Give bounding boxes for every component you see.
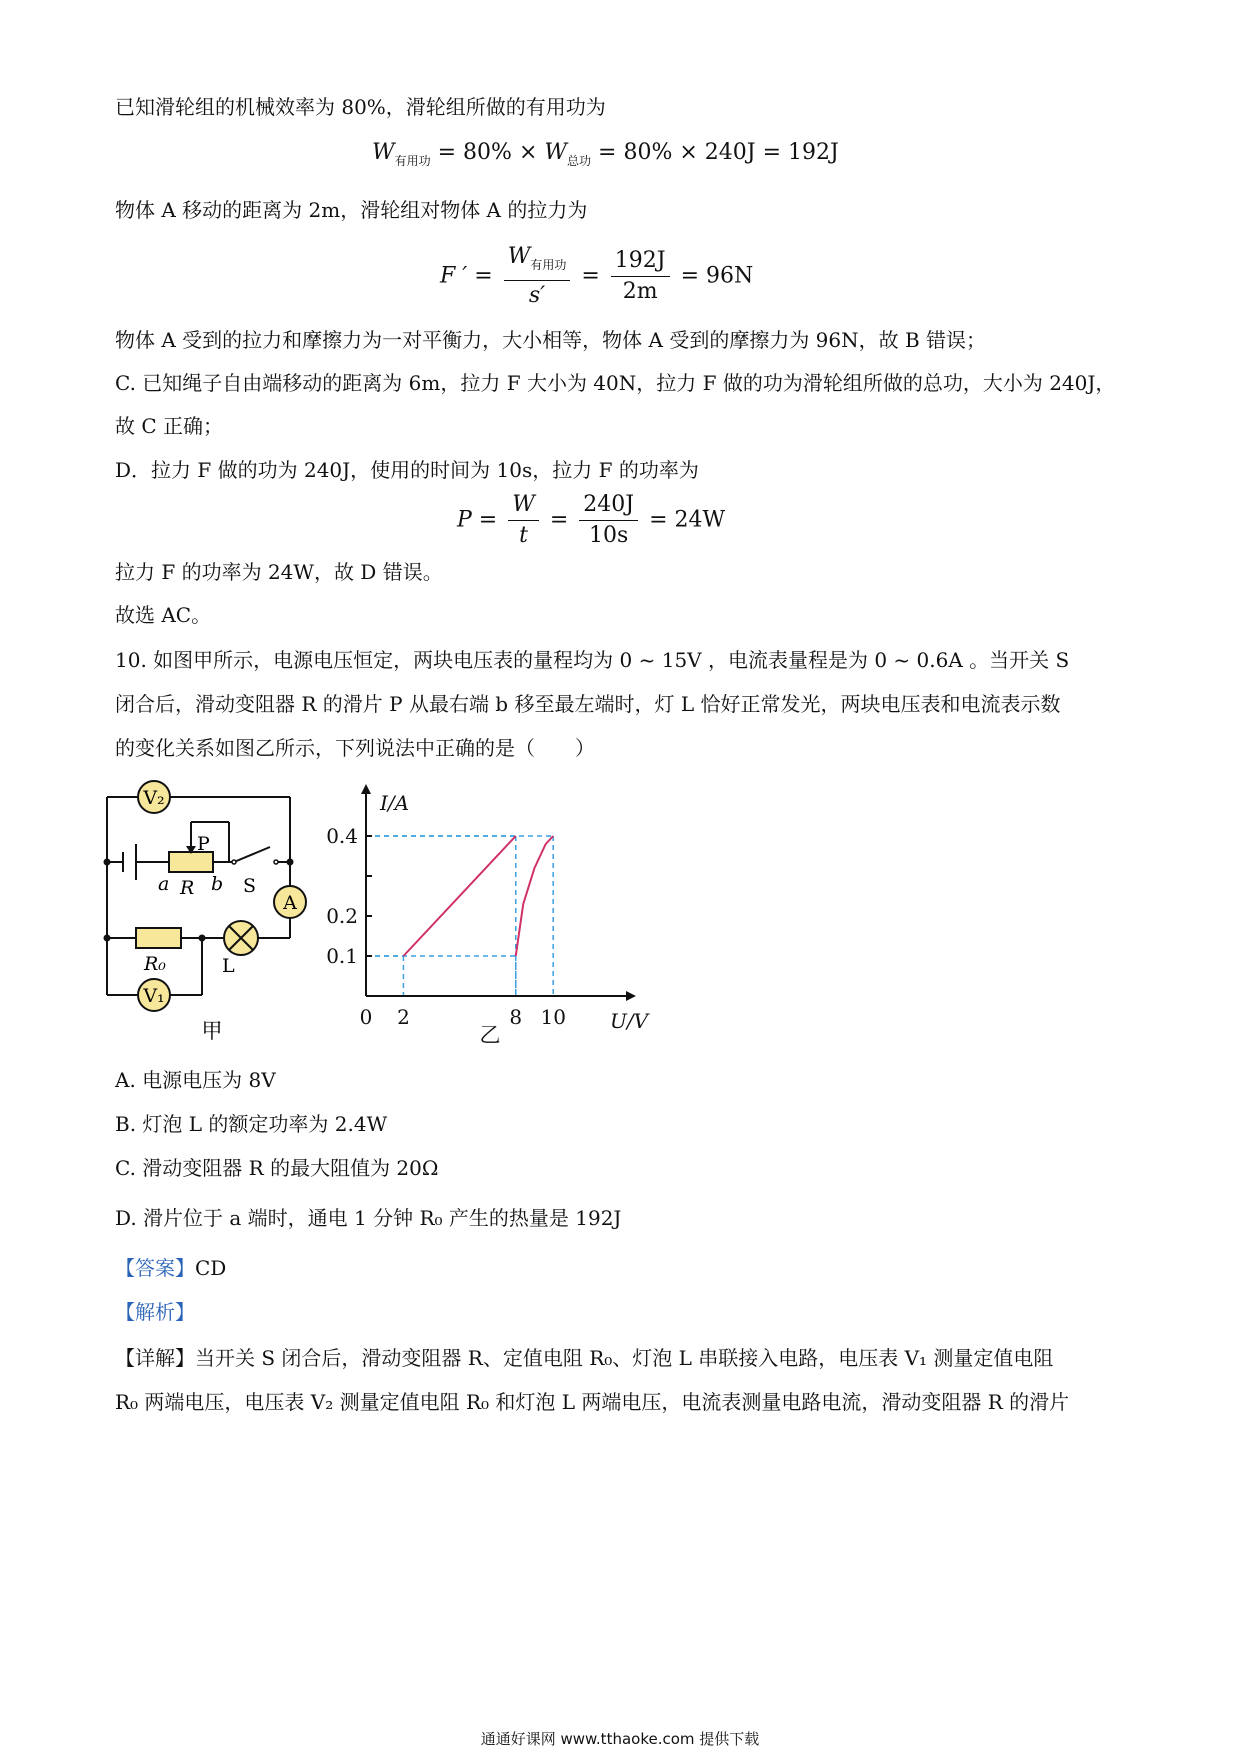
footer-source: 通通好课网 www.tthaoke.com 提供下载 [480, 1730, 760, 1748]
slider-label: P [197, 833, 210, 855]
end-b-label: b [211, 873, 224, 895]
fraction [504, 244, 571, 309]
option-c: C. 滑动变阻器 R 的最大阻值为 20Ω [115, 1156, 439, 1180]
eq-subscript: 有用功 [530, 258, 567, 272]
detail-line [115, 1343, 1125, 1373]
x-tick-label: 2 [397, 1005, 410, 1029]
equation-useful-work [372, 140, 839, 169]
rheostat-label: R [180, 877, 195, 899]
answer-line [115, 1253, 1125, 1283]
x-tick-label: 10 [540, 1005, 566, 1029]
ammeter-label: A [283, 892, 297, 914]
y-axis-label: I/A [380, 791, 410, 815]
question-line: 10. 如图甲所示，电源电压恒定，两块电压表的量程均为 0 ~ 15V ，电流表量程是为 0 ~ 0.6A 。当开关 S [115, 648, 1070, 672]
end-a-label: a [158, 873, 170, 895]
x-tick-label: 8 [509, 1005, 523, 1029]
circuit-diagram [100, 780, 330, 1050]
switch-contact [274, 860, 278, 864]
x-axis-arrow [626, 991, 636, 1001]
x-axis-label: U/V [610, 1009, 649, 1033]
eq-denominator: s′ [528, 283, 546, 308]
eq-denominator: t [519, 523, 528, 548]
figure-caption-yi: 乙 [479, 1023, 501, 1047]
text-line: 拉力 F 的功率为 24W，故 D 错误。 [115, 560, 443, 584]
r0-label: R₀ [144, 953, 166, 975]
text-line: 已知滑轮组的机械效率为 80%，滑轮组所做的有用功为 [115, 95, 606, 119]
text-line: 故 C 正确； [115, 414, 224, 438]
y-tick-label: 0.1 [326, 944, 358, 968]
analysis-line [115, 1297, 1125, 1327]
lamp-label: L [222, 955, 235, 977]
rheostat [169, 852, 213, 872]
eq-symbol: W [507, 244, 531, 269]
question-line: 闭合后，滑动变阻器 R 的滑片 P 从最右端 b 移至最左端时，灯 L 恰好正常发光，两块电压表和电流表示数 [115, 692, 1061, 716]
eq-numerator: W [508, 492, 539, 521]
iu-chart [320, 780, 660, 1050]
switch-pivot [232, 860, 236, 864]
detail-text: 当开关 S 闭合后，滑动变阻器 R、定值电阻 R₀、灯泡 L 串联接入电路，电压表 V₁ 测量定值电阻 [195, 1346, 1054, 1370]
answer-value: CD [195, 1256, 227, 1280]
eq-symbol: W [544, 140, 568, 165]
y-tick-label: 0.2 [326, 904, 358, 928]
text-line: 故选 AC。 [115, 603, 212, 627]
junction-dot [287, 859, 294, 866]
junction-dot [104, 935, 111, 942]
resistor-r0 [136, 928, 181, 948]
text-line: C. 已知绳子自由端移动的距离为 6m，拉力 F 大小为 40N，拉力 F 做的功为滑轮组所做的总功，大小为 240J， [115, 371, 1116, 395]
eq-text: = 96N [680, 263, 754, 289]
eq-numerator: 192J [611, 248, 670, 277]
option-b: B. 灯泡 L 的额定功率为 2.4W [115, 1112, 388, 1136]
voltmeter-v1-label: V₁ [143, 985, 165, 1007]
series-line-v1 [403, 836, 515, 956]
eq-denominator: 2m [622, 279, 658, 304]
eq-text: = 80% × [430, 140, 545, 165]
question-line: 的变化关系如图乙所示，下列说法中正确的是（ ） [115, 736, 595, 760]
figure-caption-jia: 甲 [201, 1019, 223, 1043]
text-line: 物体 A 移动的距离为 2m，滑轮组对物体 A 的拉力为 [115, 198, 588, 222]
detail-line: R₀ 两端电压，电压表 V₂ 测量定值电阻 R₀ 和灯泡 L 两端电压，电流表测量电路电流，滑动变阻器 R 的滑片 [115, 1390, 1070, 1414]
option-d: D. 滑片位于 a 端时，通电 1 分钟 R₀ 产生的热量是 192J [115, 1206, 622, 1230]
junction-dot [199, 935, 206, 942]
detail-tag: 【详解】 [115, 1346, 195, 1370]
fraction [508, 492, 539, 549]
eq-subscript: 总功 [567, 154, 592, 168]
eq-symbol: W [372, 140, 395, 165]
equation-pulling-force: F ′ = $\frac{W_{有用功}}{s'}$ = $\frac{192J}{2m}$ = 96N [440, 244, 754, 308]
eq-numerator: 240J [579, 492, 638, 521]
option-a: A. 电源电压为 8V [115, 1068, 276, 1092]
text-line: 物体 A 受到的拉力和摩擦力为一对平衡力，大小相等，物体 A 受到的摩擦力为 96N，故 B 错误； [115, 328, 987, 352]
y-axis-arrow [361, 784, 371, 794]
eq-denominator: 10s [589, 523, 629, 548]
answer-tag: 【答案】 [115, 1256, 195, 1280]
eq-text: P = [457, 507, 505, 533]
voltmeter-v2-label: V₂ [143, 787, 165, 809]
fraction [579, 492, 638, 549]
series-curve-v2 [516, 836, 553, 956]
eq-text: F ′ = [440, 263, 500, 289]
equation-power: P = $\frac{W}{t}$ = $\frac{240J}{10s}$ = 24W [457, 492, 726, 548]
y-tick-label: 0.4 [326, 824, 358, 848]
junction-dot [104, 859, 111, 866]
eq-subscript: 有用功 [394, 154, 431, 168]
text-line: D．拉力 F 做的功为 240J，使用的时间为 10s，拉力 F 的功率为 [115, 458, 699, 482]
fraction [611, 248, 670, 305]
switch-label: S [243, 875, 257, 897]
x-tick-label: 0 [359, 1005, 373, 1029]
analysis-tag: 【解析】 [115, 1300, 195, 1324]
eq-text: = 80% × 240J = 192J [591, 140, 839, 165]
eq-text: = 24W [649, 507, 726, 533]
